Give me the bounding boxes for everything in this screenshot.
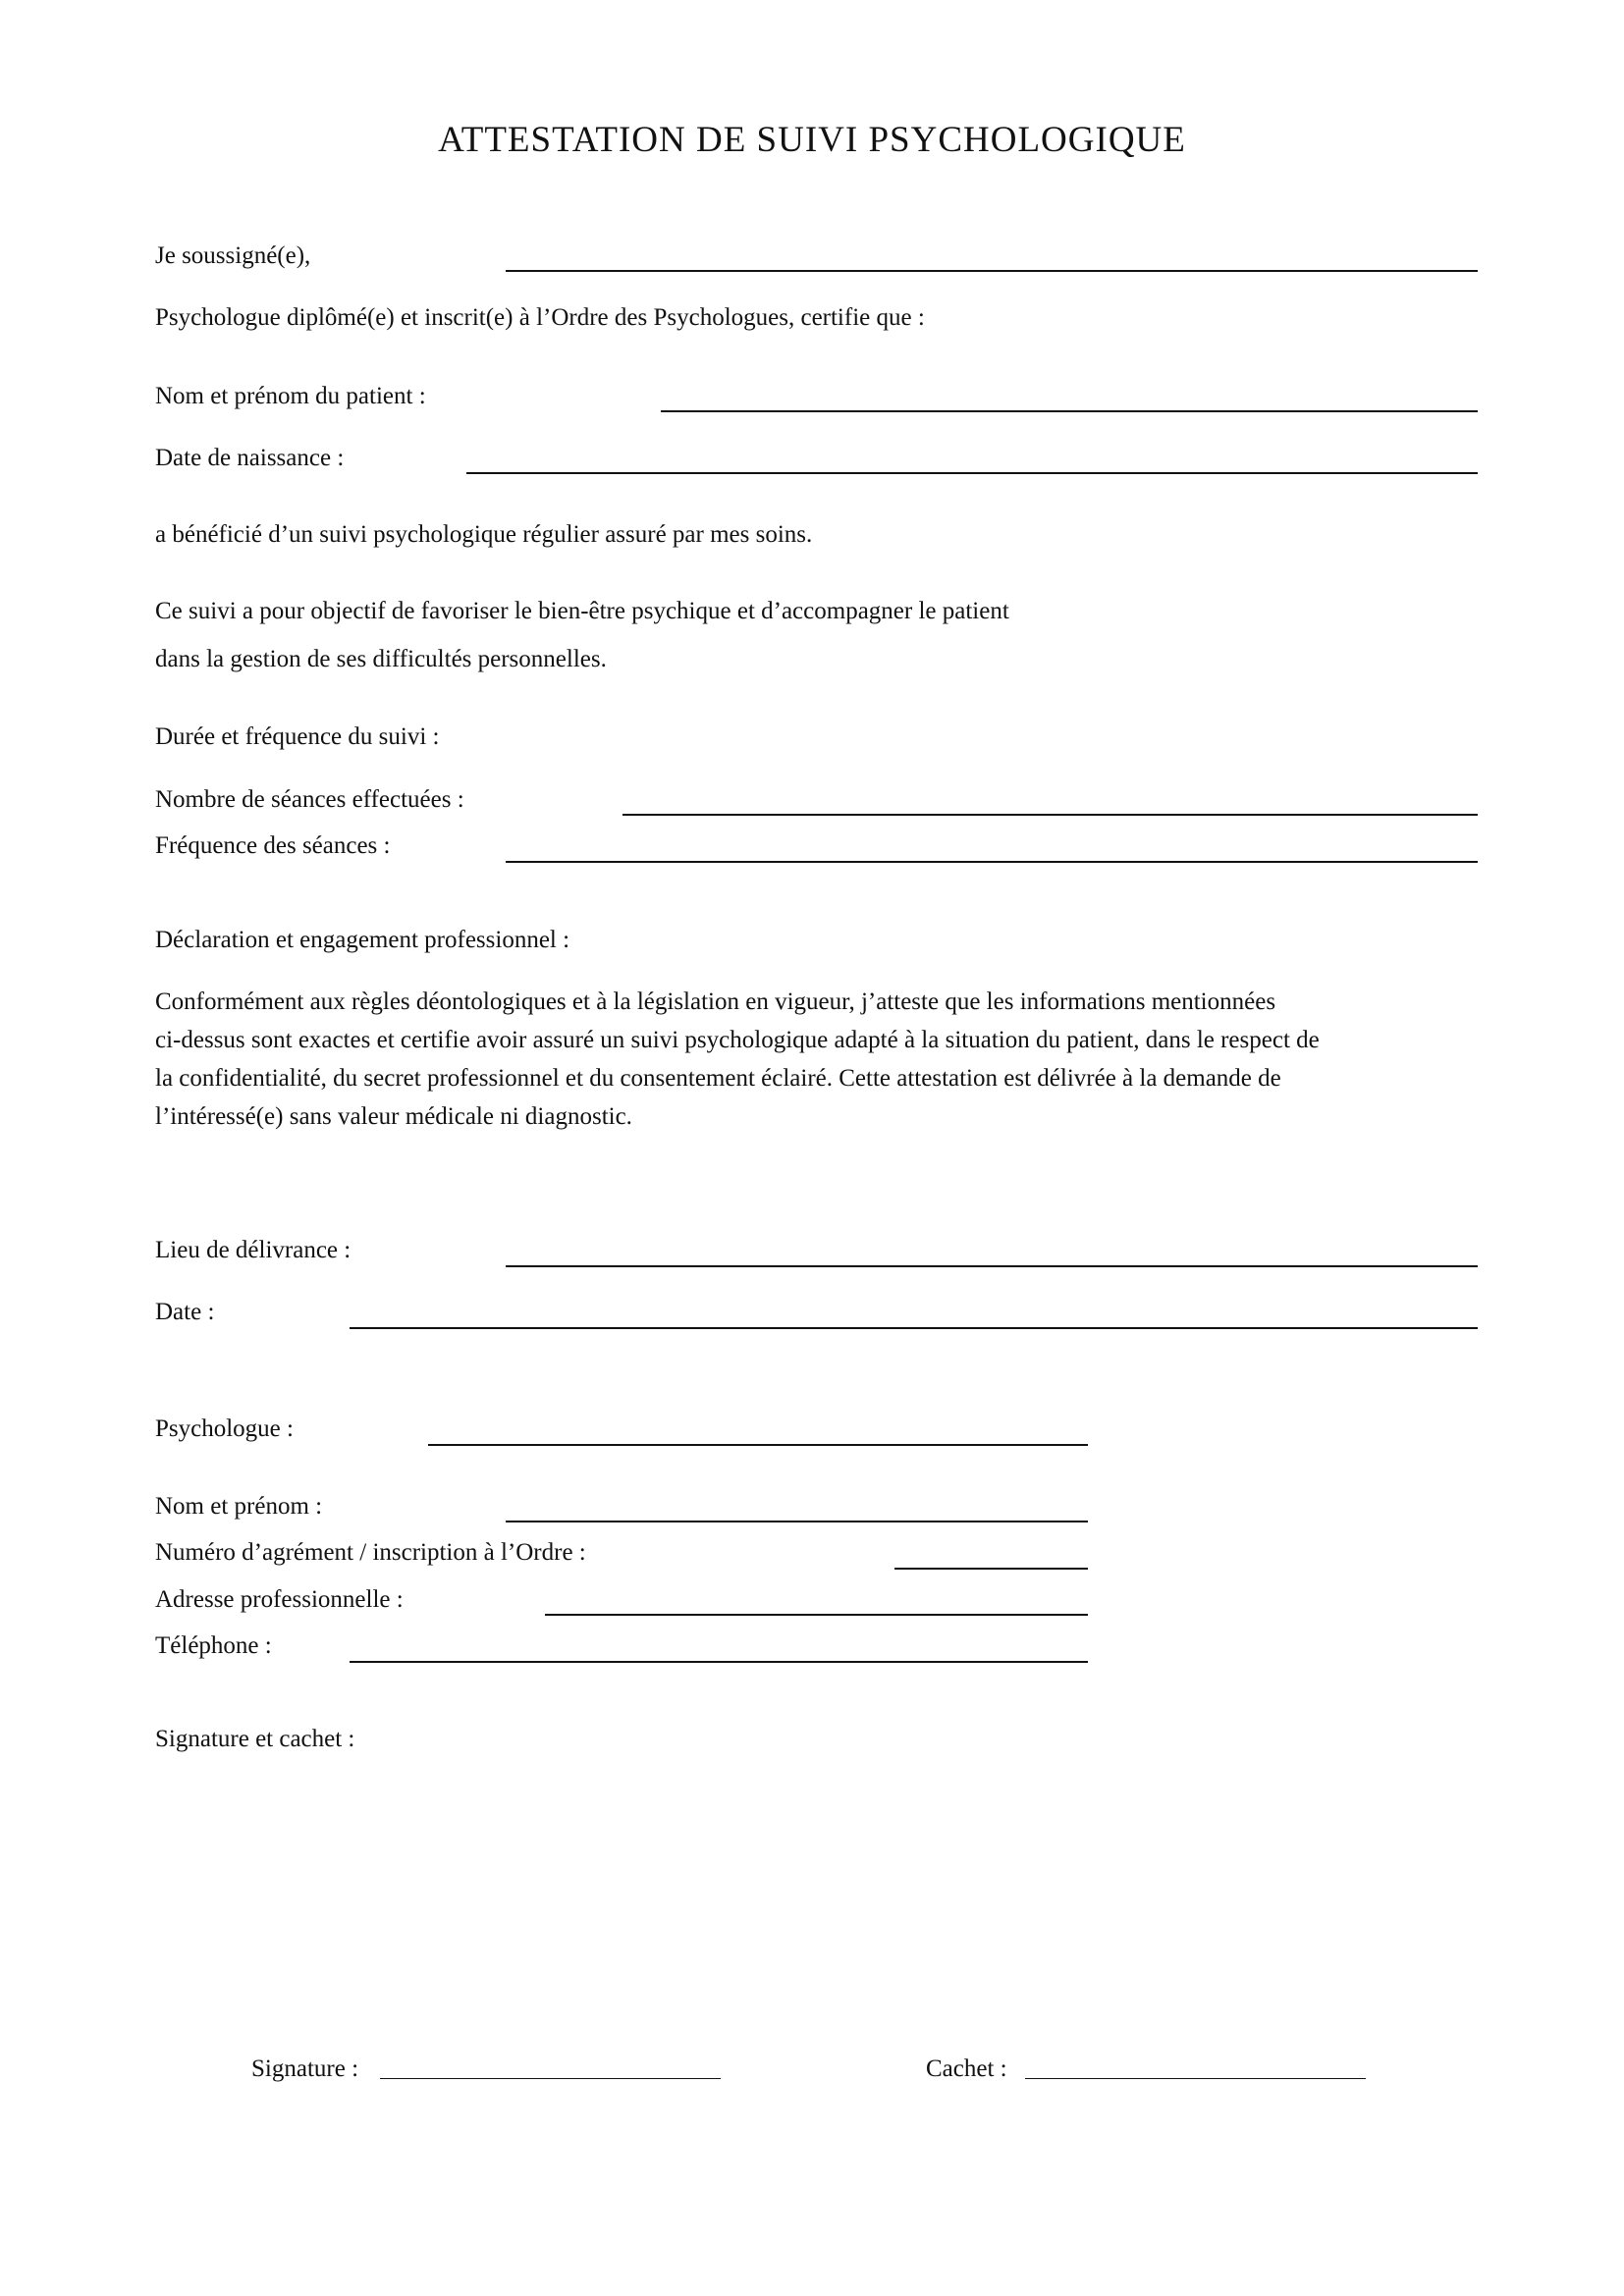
sessions-label: Nombre de séances effectuées : — [155, 786, 464, 813]
signature-label: Signature : — [251, 2056, 359, 2082]
certifie-text: Psychologue diplômé(e) et inscrit(e) à l’Ordre des Psychologues, certifie que : — [155, 304, 925, 331]
patient-name-field[interactable] — [661, 410, 1478, 412]
psy-name-field[interactable] — [506, 1521, 1088, 1522]
declaration-line-4: l’intéressé(e) sans valeur médicale ni diagnostic. — [155, 1103, 632, 1130]
phone-field[interactable] — [350, 1661, 1088, 1663]
place-label: Lieu de délivrance : — [155, 1237, 352, 1263]
birthdate-field[interactable] — [466, 472, 1478, 474]
patient-name-label: Nom et prénom du patient : — [155, 383, 426, 409]
declaration-heading: Déclaration et engagement professionnel : — [155, 927, 570, 953]
document-title: ATTESTATION DE SUIVI PSYCHOLOGIQUE — [438, 120, 1186, 160]
soussigne-label: Je soussigné(e), — [155, 242, 311, 269]
address-label: Adresse professionnelle : — [155, 1586, 404, 1613]
phone-label: Téléphone : — [155, 1632, 272, 1659]
stamp-label: Cachet : — [926, 2056, 1007, 2082]
date-field[interactable] — [350, 1327, 1478, 1329]
frequency-label: Fréquence des séances : — [155, 832, 391, 859]
address-field[interactable] — [545, 1614, 1088, 1616]
birthdate-label: Date de naissance : — [155, 445, 345, 471]
psychologist-field[interactable] — [428, 1444, 1088, 1446]
registration-field[interactable] — [894, 1568, 1088, 1570]
declaration-line-3: la confidentialité, du secret professionnel et du consentement éclairé. Cette attestation est délivrée à la demande de — [155, 1065, 1281, 1092]
objective-line-1: Ce suivi a pour objectif de favoriser le bien-être psychique et d’accompagner le patient — [155, 598, 1009, 624]
date-label: Date : — [155, 1299, 215, 1325]
place-field[interactable] — [506, 1265, 1478, 1267]
objective-line-2: dans la gestion de ses difficultés personnelles. — [155, 646, 607, 672]
declaration-line-1: Conformément aux règles déontologiques et à la législation en vigueur, j’atteste que les informations mentionnées — [155, 988, 1276, 1015]
signature-heading: Signature et cachet : — [155, 1726, 355, 1752]
psy-name-label: Nom et prénom : — [155, 1493, 323, 1520]
frequency-field[interactable] — [506, 861, 1478, 863]
duration-heading: Durée et fréquence du suivi : — [155, 723, 440, 750]
declaration-line-2: ci-dessus sont exactes et certifie avoir assuré un suivi psychologique adapté à la situation du patient, dans le respect de — [155, 1027, 1320, 1053]
soussigne-field[interactable] — [506, 270, 1478, 272]
sessions-field[interactable] — [623, 814, 1478, 816]
psychologist-label: Psychologue : — [155, 1415, 294, 1442]
stamp-field[interactable] — [1025, 2078, 1366, 2079]
registration-label: Numéro d’agrément / inscription à l’Ordre : — [155, 1539, 586, 1566]
suivi-text: a bénéficié d’un suivi psychologique régulier assuré par mes soins. — [155, 521, 813, 548]
signature-field[interactable] — [380, 2078, 721, 2079]
